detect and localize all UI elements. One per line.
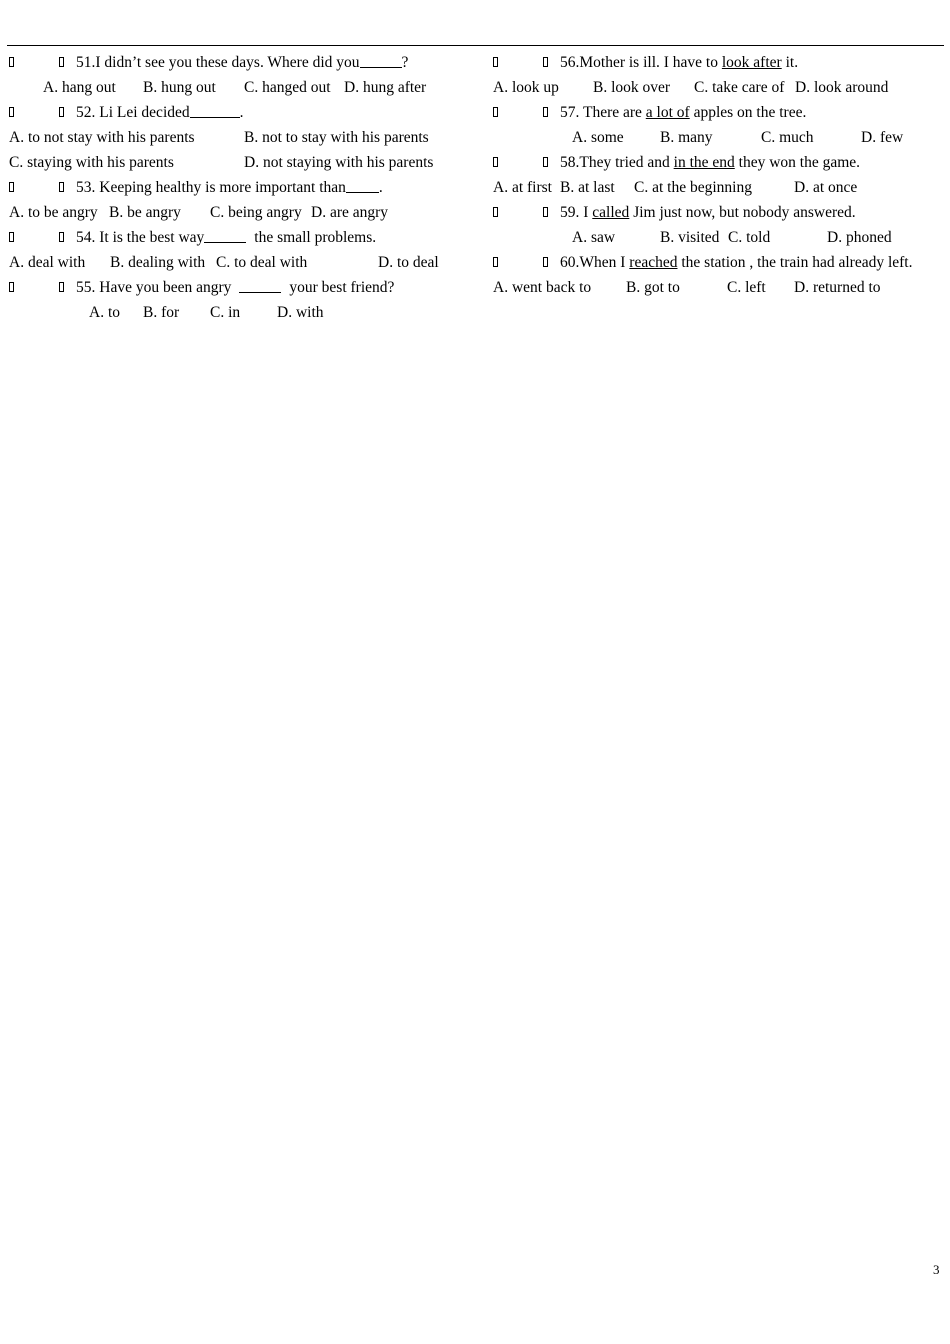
checkbox-icon: [493, 207, 498, 217]
checkbox-icon: [543, 257, 548, 267]
left-column: [9, 50, 479, 325]
checkbox-icon: [543, 157, 548, 167]
checkbox-icon: [543, 57, 548, 67]
option-d: D. with: [277, 304, 324, 321]
checkbox-icon: [543, 207, 548, 217]
answer-blank: [346, 177, 379, 193]
checkbox-icon: [493, 257, 498, 267]
question-51: [9, 50, 479, 75]
option-c: C. at the beginning: [634, 179, 752, 196]
question-stem: 53. Keeping healthy is more important than .: [76, 179, 383, 196]
option-a: A. to not stay with his parents: [9, 129, 195, 146]
option-a: A. hang out: [43, 79, 116, 96]
options-54: [9, 250, 479, 275]
options-60: [493, 275, 945, 300]
option-b: B. hung out: [143, 79, 216, 96]
question-60: [493, 250, 945, 275]
checkbox-icon: [59, 282, 64, 292]
header-rule: [7, 45, 944, 46]
options-57: [493, 125, 945, 150]
option-a: A. to be angry: [9, 204, 98, 221]
option-c: C. much: [761, 129, 814, 146]
question-stem: 60.When I reached the station , the train had already left.: [560, 254, 913, 271]
option-a: A. look up: [493, 79, 559, 96]
question-stem: 57. There are a lot of apples on the tree.: [560, 104, 807, 121]
question-57: [493, 100, 945, 125]
option-a: A. saw: [572, 229, 616, 246]
options-51: [9, 75, 479, 100]
checkbox-icon: [493, 157, 498, 167]
option-d: D. few: [861, 129, 904, 146]
answer-blank: [204, 227, 246, 243]
option-c: C. take care of: [694, 79, 785, 96]
options-56: [493, 75, 945, 100]
question-54: [9, 225, 479, 250]
option-a: A. at first: [493, 179, 552, 196]
option-b: B. look over: [593, 79, 671, 96]
checkbox-icon: [9, 107, 14, 117]
option-a: A. some: [572, 129, 624, 146]
option-b: B. dealing with: [110, 254, 206, 271]
question-stem: 55. Have you been angry your best friend?: [76, 279, 395, 296]
checkbox-icon: [59, 232, 64, 242]
option-c: C. to deal with: [216, 254, 308, 271]
checkbox-icon: [59, 107, 64, 117]
underlined-phrase: a lot of: [645, 104, 690, 121]
option-d: D. to deal: [378, 254, 439, 271]
option-b: B. visited: [660, 229, 720, 246]
options-59: [493, 225, 945, 250]
checkbox-icon: [493, 57, 498, 67]
question-stem: 54. It is the best way the small problems.: [76, 229, 377, 246]
underlined-phrase: in the end: [673, 154, 735, 171]
question-53: [9, 175, 479, 200]
option-d: D. are angry: [311, 204, 389, 221]
underlined-phrase: look after: [721, 54, 782, 71]
option-d: D. not staying with his parents: [244, 154, 434, 171]
option-d: D. returned to: [794, 279, 881, 296]
answer-blank: [239, 277, 281, 293]
question-stem: 51.I didn’t see you these days. Where did you ?: [76, 54, 409, 71]
checkbox-icon: [9, 282, 14, 292]
checkbox-icon: [9, 232, 14, 242]
question-55: [9, 275, 479, 300]
option-b: B. for: [143, 304, 180, 321]
option-b: B. be angry: [109, 204, 181, 221]
options-52-row2: [9, 150, 479, 175]
checkbox-icon: [9, 57, 14, 67]
option-b: B. many: [660, 129, 713, 146]
question-58: [493, 150, 945, 175]
question-59: [493, 200, 945, 225]
question-stem: 58.They tried and in the end they won the game.: [560, 154, 861, 171]
option-b: B. at last: [560, 179, 615, 196]
option-b: B. got to: [626, 279, 680, 296]
option-a: A. deal with: [9, 254, 86, 271]
option-d: D. look around: [795, 79, 889, 96]
answer-blank: [190, 102, 240, 118]
option-c: C. in: [210, 304, 241, 321]
options-53: [9, 200, 479, 225]
question-52: [9, 100, 479, 125]
underlined-phrase: called: [592, 204, 630, 221]
option-c: C. staying with his parents: [9, 154, 174, 171]
option-a: A. went back to: [493, 279, 592, 296]
option-c: C. told: [728, 229, 771, 246]
options-55: [9, 300, 479, 325]
option-a: A. to: [89, 304, 120, 321]
checkbox-icon: [59, 182, 64, 192]
option-c: C. hanged out: [244, 79, 331, 96]
question-stem: 56.Mother is ill. I have to look after it.: [560, 54, 799, 71]
checkbox-icon: [9, 182, 14, 192]
question-stem: 59. I called Jim just now, but nobody answered.: [560, 204, 856, 221]
right-column: [493, 50, 945, 300]
checkbox-icon: [493, 107, 498, 117]
option-b: B. not to stay with his parents: [244, 129, 429, 146]
checkbox-icon: [543, 107, 548, 117]
options-52-row1: [9, 125, 479, 150]
question-56: [493, 50, 945, 75]
option-d: D. hung after: [344, 79, 427, 96]
option-c: C. being angry: [210, 204, 302, 221]
underlined-phrase: reached: [629, 254, 678, 271]
options-58: [493, 175, 945, 200]
option-d: D. at once: [794, 179, 858, 196]
checkbox-icon: [59, 57, 64, 67]
option-d: D. phoned: [827, 229, 892, 246]
option-c: C. left: [727, 279, 766, 296]
question-stem: 52. Li Lei decided .: [76, 104, 244, 121]
page-number: 3: [933, 1262, 940, 1277]
answer-blank: [360, 52, 402, 68]
